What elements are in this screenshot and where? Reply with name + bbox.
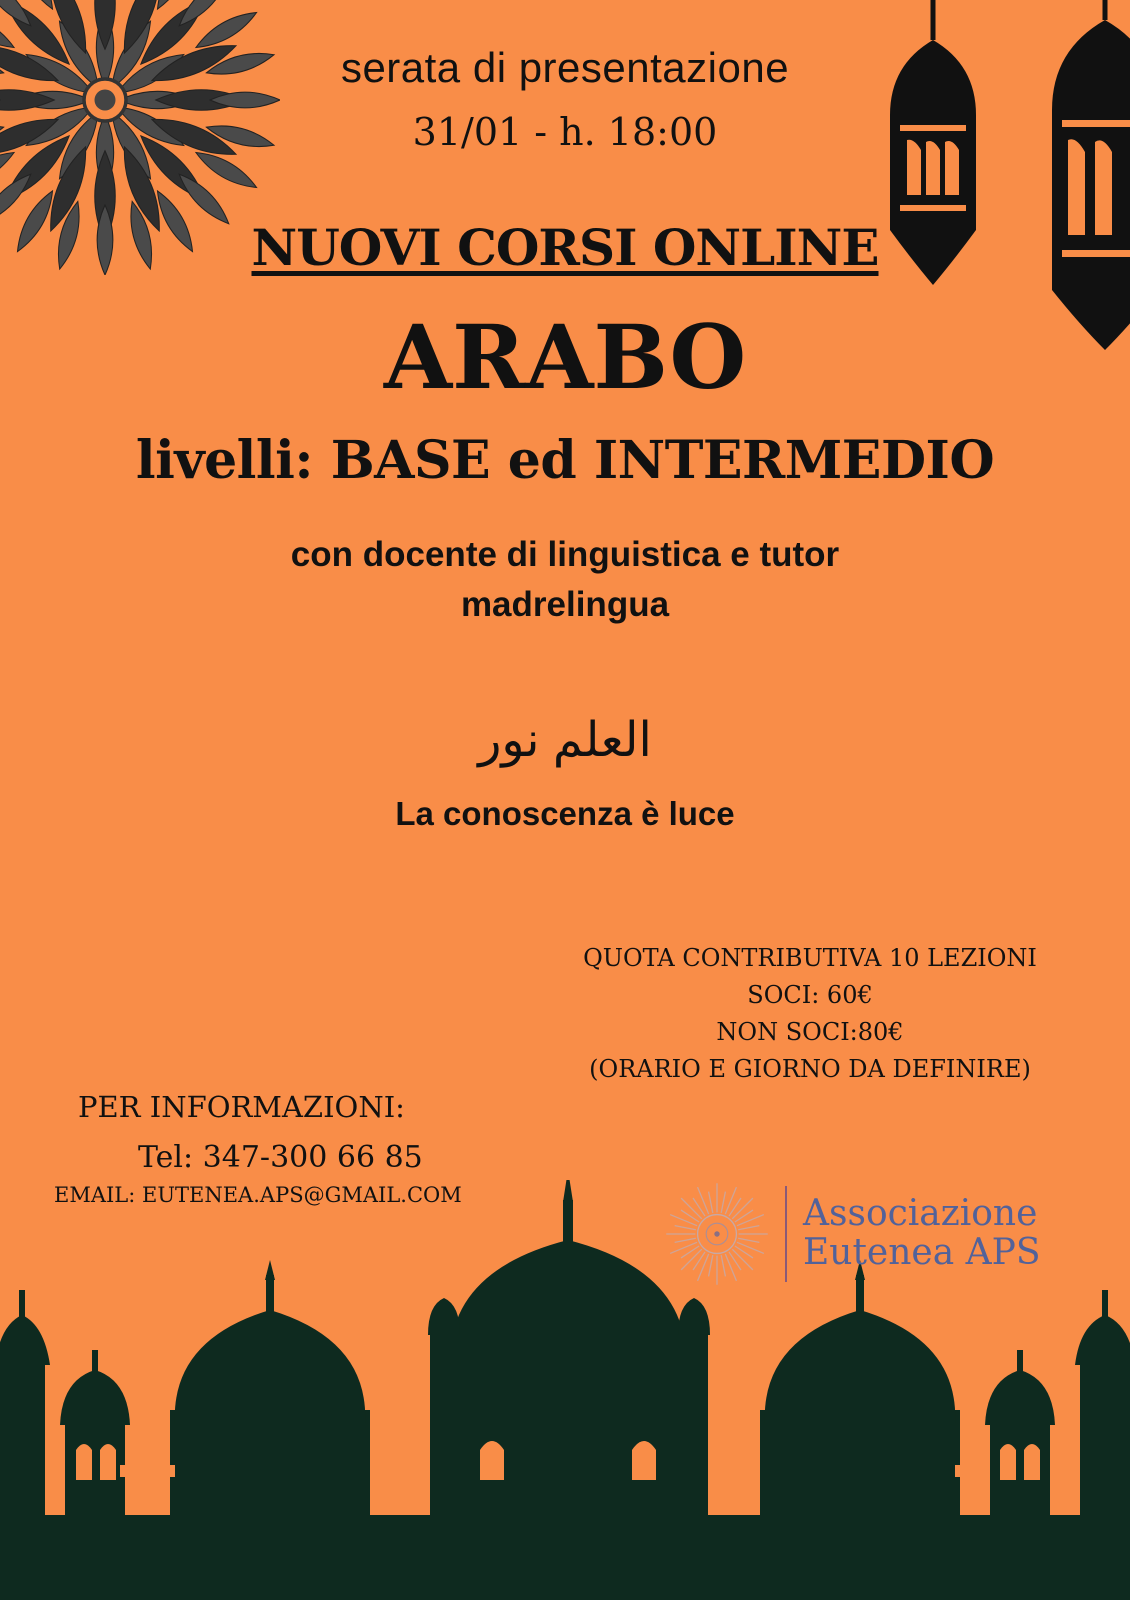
logo-ray [732,1198,753,1219]
logo-ray [725,1254,736,1281]
fee-line: NON SOCI:80€ [716,1018,904,1046]
info-heading: PER INFORMAZIONI: [78,1090,405,1124]
logo-divider [785,1186,787,1282]
organization-name-line-2: Eutenea APS [803,1232,1041,1273]
motto-arabic: العلم نور [478,714,652,767]
logo-ray [670,1242,697,1253]
logo-ray [681,1249,702,1270]
teacher-line-1: con docente di linguistica e tutor [290,535,840,574]
course-title: ARABO [383,305,747,409]
sun-mandala-icon [663,1180,771,1288]
organization-logo [663,1180,1083,1290]
info-phone: Tel: 347-300 66 85 [138,1140,423,1175]
fee-line: (ORARIO E GIORNO DA DEFINIRE) [589,1055,1031,1083]
fee-line: QUOTA CONTRIBUTIVA 10 LEZIONI [583,944,1037,972]
logo-ray [738,1226,759,1230]
logo-ray [725,1187,736,1214]
headline: NUOVI CORSI ONLINE [251,218,879,277]
logo-ray [675,1238,696,1242]
logo-ray [675,1226,696,1230]
fee-line: SOCI: 60€ [747,981,873,1009]
logo-ray [721,1255,725,1276]
course-teacher [0,530,1130,630]
info-email: EMAIL: EUTENEA.APS@GMAIL.COM [54,1183,462,1207]
logo-ray [737,1242,764,1253]
course-levels: livelli: BASE ed INTERMEDIO [135,430,995,491]
motto-italian: La conoscenza è luce [395,795,735,832]
organization-name-line-1: Associazione [803,1193,1038,1234]
fee-box [540,940,1080,1088]
logo-ray [738,1238,759,1242]
logo-ray [737,1215,764,1226]
logo-ray [698,1187,709,1214]
logo-ray [732,1249,753,1270]
logo-ray [709,1192,713,1213]
logo-ray [670,1215,697,1226]
event-date: 31/01 - h. 18:00 [412,110,718,154]
logo-ray [681,1198,702,1219]
logo-ray [709,1255,713,1276]
teacher-line-2: madrelingua [460,585,670,624]
logo-ray [721,1192,725,1213]
logo-ray [698,1254,709,1281]
organization-name [803,1194,1041,1272]
event-title: serata di presentazione [340,44,790,91]
